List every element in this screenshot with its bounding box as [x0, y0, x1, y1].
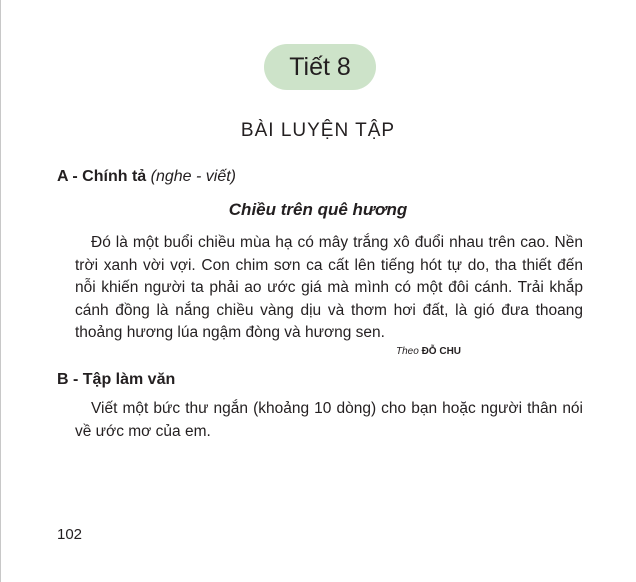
lesson-label: Tiết 8: [289, 52, 351, 81]
lesson-badge: [264, 44, 376, 90]
section-title: BÀI LUYỆN TẬP: [240, 120, 396, 141]
page-number: 102: [57, 526, 83, 543]
writing-task-text: Viết một bức thư ngắn (khoảng 10 dòng) cho bạn hoặc người thân nói về ước mơ của em.: [75, 400, 583, 440]
part-a-heading: [57, 168, 236, 186]
page-edge: [0, 0, 1, 582]
part-a-note: (nghe - viết): [150, 168, 236, 185]
dictation-text: Đó là một buổi chiều mùa hạ có mây trắng xô đuổi nhau trên cao. Nền trời xanh vời vợi. Con chim sơn ca cất lên tiếng hót tự do, tha thiết đến nỗi khiến người ta phải ao ước giá mà mình có một đôi cánh. Trải khắp cánh đồng là nắng chiều vàng dịu và thơm hơi đất, là gió đưa thoang thoảng hương lúa ngậm đòng và hương sen.: [75, 234, 583, 341]
part-a-heading-text: A - Chính tả: [57, 168, 147, 185]
source-prefix: Theo: [396, 346, 419, 357]
part-b-heading: B - Tập làm văn: [57, 371, 176, 388]
dictation-paragraph: [75, 232, 583, 345]
writing-task-paragraph: [75, 398, 583, 443]
source-author: ĐỖ CHU: [421, 346, 462, 357]
source-credit: [396, 346, 461, 357]
dictation-title: Chiều trên quê hương: [228, 200, 408, 219]
